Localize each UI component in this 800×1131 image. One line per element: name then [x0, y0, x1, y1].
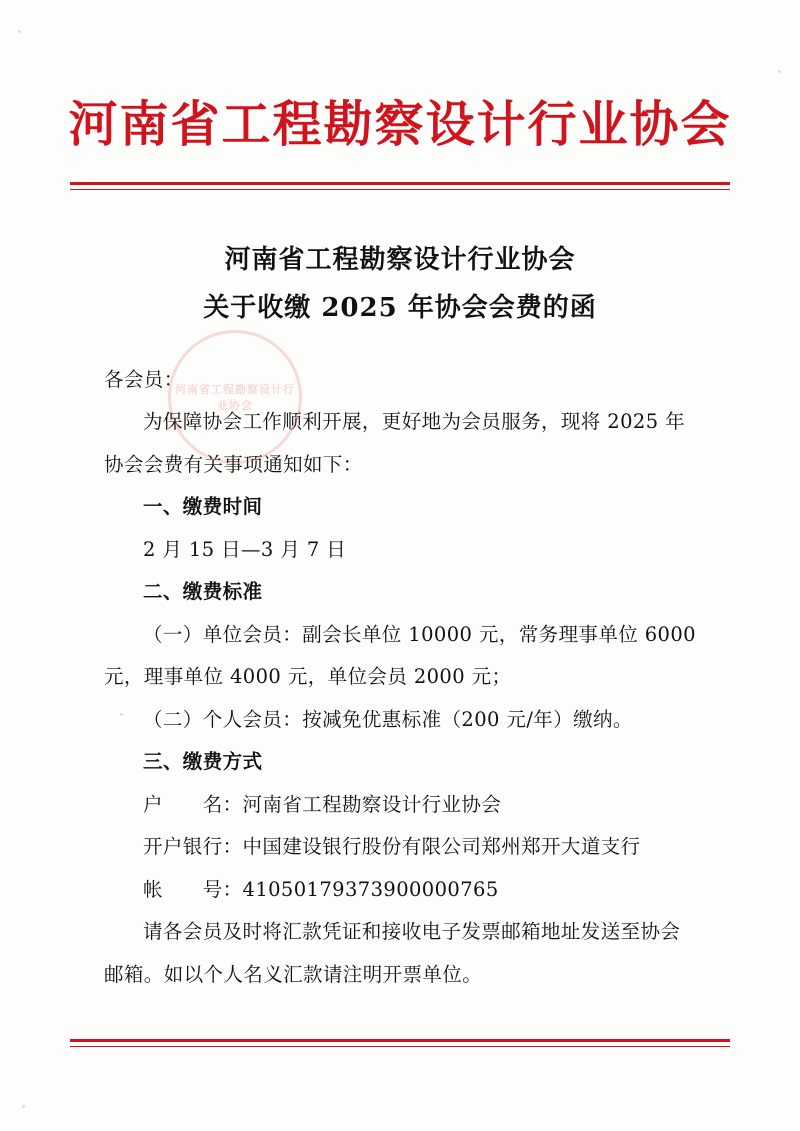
- header-rule-thin: [70, 189, 730, 190]
- bank-label: 开户银行：: [143, 835, 243, 859]
- header-rule-group: [70, 182, 730, 190]
- scan-speck: [22, 1105, 25, 1108]
- account-number-row: [104, 869, 696, 912]
- account-number-label: 帐 号：: [143, 877, 243, 901]
- document-title-line-1: 河南省工程勘察设计行业协会: [224, 245, 576, 276]
- document-body: [104, 359, 696, 997]
- section-3-heading: 三、缴费方式: [143, 750, 263, 774]
- footer-rule-group: [70, 1039, 730, 1047]
- account-name-value: 河南省工程勘察设计行业协会: [242, 792, 502, 816]
- account-name-label: 户 名：: [143, 792, 243, 816]
- document-title: [0, 236, 800, 332]
- letterhead: [0, 0, 800, 152]
- bank-row: [104, 826, 696, 869]
- section-1-text: 2 月 15 日—3 月 7 日: [143, 537, 347, 561]
- account-name-row: [104, 784, 696, 827]
- account-number-value: 41050179373900000765: [242, 877, 499, 901]
- footer-rule-thick: [70, 1039, 730, 1042]
- section-2-item-1: （一）单位会员：副会长单位 10000 元，常务理事单位 6000 元，理事单位 4000 元，单位会员 2000 元；: [104, 622, 696, 689]
- intro-paragraph: 为保障协会工作顺利开展，更好地为会员服务，现将 2025 年协会会费有关事项通知如下：: [104, 410, 686, 476]
- section-1-heading: 一、缴费时间: [143, 495, 263, 519]
- footer-rule-thin: [70, 1046, 730, 1047]
- salutation: 各会员：: [104, 367, 184, 391]
- closing-paragraph: 请各会员及时将汇款凭证和接收电子发票邮箱地址发送至协会邮箱。如以个人名义汇款请注明开票单位。: [104, 920, 681, 986]
- bank-value: 中国建设银行股份有限公司郑州郑开大道支行: [242, 835, 641, 859]
- seal-text: 河南省工程勘察设计行业协会: [175, 383, 295, 412]
- document-title-line-2: 关于收缴 2025 年协会会费的函: [203, 293, 597, 324]
- section-2-item-2: （二）个人会员：按减免优惠标准（200 元/年）缴纳。: [143, 707, 633, 731]
- header-rule-thick: [70, 182, 730, 185]
- association-name: 河南省工程勘察设计行业协会: [68, 95, 732, 153]
- scan-speck: [18, 30, 21, 33]
- scan-speck: [778, 70, 781, 73]
- section-2-heading: 二、缴费标准: [143, 580, 263, 604]
- scan-speck: [120, 713, 123, 716]
